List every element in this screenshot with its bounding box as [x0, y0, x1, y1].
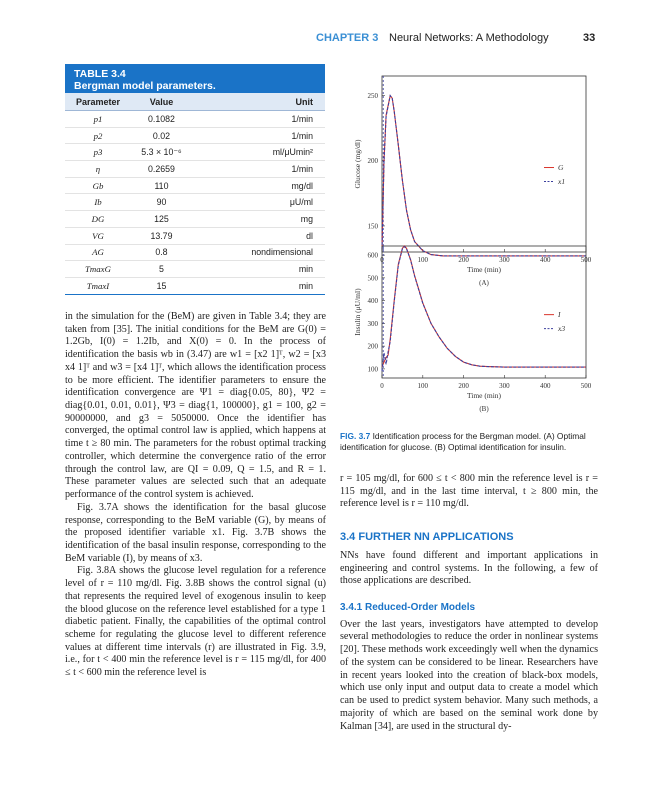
table-cell: dl	[196, 227, 325, 244]
table-cell: Ib	[65, 194, 127, 211]
x-axis-label: Time (min)	[466, 265, 502, 274]
table-cell: p1	[65, 111, 127, 128]
table-cell: min	[196, 277, 325, 294]
x-tick-label: 100	[417, 382, 429, 390]
paragraph: Fig. 3.7A shows the identification for the basal glucose response, corresponding to the BeM variable (G), by means of the proposed identifier variable x1. Fig. 3.7B shows the identification of the basal insulin response, corresponding to the BeM variable (I), by means of x3.	[65, 501, 326, 564]
table-row	[65, 244, 325, 261]
table-cell: mg	[196, 211, 325, 228]
y-tick-label: 250	[367, 92, 378, 101]
x-tick-label: 200	[458, 382, 469, 390]
figure-caption	[340, 431, 598, 452]
paragraph: NNs have found different and important applications in engineering and control systems. In the following, a few of those applications are described.	[340, 549, 598, 587]
page-number: 33	[583, 32, 596, 44]
figure-caption-text: Identification process for the Bergman model. (A) Optimal identification for glucose. (B) Optimal identification for insulin.	[340, 431, 586, 452]
table-row	[65, 277, 325, 294]
paragraph: Fig. 3.8A shows the glucose level regulation for a reference level of r = 110 mg/dl. Fig. 3.8B shows the control signal (u) that represents the required level of exogenous insulin to keep the blood glucose on the reference level established for a type 1 diabetic patient. Finally, the capabilities of the optimal control scheme for regulating the glucose level to different reference values at different time intervals (r) are illustrated in Fig. 3.9, i.e., for t < 400 min the reference level is r = 115 mg/dl, for 400 ≤ t < 600 min the reference level is	[65, 565, 326, 679]
table-cell: 5.3 × 10⁻⁶	[127, 144, 196, 161]
y-tick-label: 300	[367, 319, 378, 328]
figure-label: FIG. 3.7	[340, 431, 371, 441]
table-header-row	[65, 93, 325, 111]
table-cell: 13.79	[127, 227, 196, 244]
column-header: Value	[127, 93, 196, 111]
section-heading: 3.4 FURTHER NN APPLICATIONS	[340, 531, 514, 544]
table-cell: 0.8	[127, 244, 196, 261]
legend-label: G	[558, 163, 564, 173]
table-cell: TmaxG	[65, 261, 127, 278]
table-cell: mg/dl	[196, 177, 325, 194]
table-cell: 90	[127, 194, 196, 211]
table-caption	[65, 64, 325, 93]
parameter-table	[65, 64, 325, 295]
y-tick-label: 100	[367, 365, 378, 374]
subsection-heading: 3.4.1 Reduced-Order Models	[340, 602, 476, 614]
table-cell: p3	[65, 144, 127, 161]
table-cell: 15	[127, 277, 196, 294]
table-row	[65, 177, 325, 194]
series-line-G	[382, 96, 586, 256]
legend-label: I	[558, 310, 561, 320]
table-cell: μU/ml	[196, 194, 325, 211]
table-cell: 1/min	[196, 161, 325, 178]
right-column-text	[340, 473, 598, 733]
series-line-x1	[382, 96, 586, 256]
table-cell: 0.1082	[127, 111, 196, 128]
table-number: TABLE 3.4	[74, 68, 126, 80]
x-tick-label: 500	[580, 382, 592, 390]
x-tick-label: 400	[539, 382, 551, 390]
chart-panel-a	[353, 76, 592, 287]
y-tick-label: 200	[367, 157, 378, 166]
table-row	[65, 161, 325, 178]
table-row	[65, 111, 325, 128]
legend-label: x1	[558, 177, 566, 187]
table-cell: 110	[127, 177, 196, 194]
left-column-text	[65, 311, 326, 680]
table-cell: 1/min	[196, 111, 325, 128]
table-cell: Gb	[65, 177, 127, 194]
table-cell: min	[196, 261, 325, 278]
table-cell: 0.2659	[127, 161, 196, 178]
table-row	[65, 194, 325, 211]
x-tick-label: 0	[380, 256, 384, 264]
table-grid	[65, 93, 325, 295]
panel-label: (A)	[479, 279, 489, 287]
legend-label: x3	[558, 324, 566, 334]
table-cell: VG	[65, 227, 127, 244]
table-row	[65, 127, 325, 144]
x-tick-label: 400	[539, 256, 551, 264]
x-tick-label: 0	[380, 382, 384, 390]
y-tick-label: 200	[367, 342, 378, 351]
x-tick-label: 300	[499, 382, 510, 390]
chapter-label: CHAPTER 3	[316, 32, 379, 44]
y-tick-label: 150	[367, 222, 378, 231]
table-row	[65, 211, 325, 228]
table-cell: nondimensional	[196, 244, 325, 261]
y-axis-label: Glucose (mg/dl)	[353, 139, 362, 189]
table-row	[65, 144, 325, 161]
table-row	[65, 227, 325, 244]
running-header	[0, 32, 648, 48]
x-tick-label: 100	[417, 256, 429, 264]
x-tick-label: 200	[458, 256, 469, 264]
table-cell: 0.02	[127, 127, 196, 144]
plot-frame	[382, 76, 586, 252]
table-row	[65, 261, 325, 278]
figure-3-7	[330, 60, 600, 430]
paragraph: in the simulation for the (BeM) are given in Table 3.4; they are taken from [35]. The initial conditions for the BeM are G(0) = 1.2Gb, I(0) = 1.2Ib, and X(0) = 0. In the process of identification the basis wb in (3.47) are w1 = [x2 1]ᵀ, w2 = [x3 x4 1]ᵀ and w3 = [x4 1]ᵀ, which allows the identification process to be more efficient. The identifier parameters to ensure the identification convergence are Ψ1 = diag{0.05, 80}, Ψ2 = diag{0.01, 0.01, 0.01}, Ψ3 = diag{1, 100000}, g1 = 100, g2 = 90000000, and g3 = 5050000. Once the identifier has converged, the optimal control law is applied, which happens at time t ≥ 80 min. The parameters for the robust optimal tracking controller, which determine the convergence ratio of the error through the control law, are QI = 0.09, Q = 1.5, and R = 1. These parameter values are selected such that an adequate performance of the control system is achieved.	[65, 311, 326, 501]
y-tick-label: 500	[367, 274, 378, 283]
table-cell: DG	[65, 211, 127, 228]
table-cell: η	[65, 161, 127, 178]
panel-label: (B)	[479, 405, 489, 413]
paragraph: Over the last years, investigators have attempted to develop several methodologies to reduce the order in nonlinear systems [20]. These methods work exceedingly well when the dynamics of the system can be considered to be linear. Researchers have in recent years looked into the creation of black-box models, which use only input and output data to create a model which can be used to predict system behavior. Many such methods, a majority of which are based on the seminal work done by Kalman [34], are used in the structural dy-	[340, 618, 598, 732]
table-title: Bergman model parameters.	[74, 80, 216, 92]
x-tick-label: 500	[580, 256, 592, 264]
table-cell: AG	[65, 244, 127, 261]
y-axis-label: Insulin (μU/ml)	[353, 288, 362, 336]
x-tick-label: 300	[499, 256, 510, 264]
x-axis-label: Time (min)	[466, 391, 502, 400]
y-tick-label: 600	[367, 251, 378, 260]
table-cell: ml/μUmin²	[196, 144, 325, 161]
table-cell: p2	[65, 127, 127, 144]
paragraph: r = 105 mg/dl, for 600 ≤ t < 800 min the reference level is r = 115 mg/dl, and in the last time interval, t ≥ 800 min, the reference level is r = 110 mg/dl.	[340, 473, 598, 510]
table-cell: 125	[127, 211, 196, 228]
chapter-title: Neural Networks: A Methodology	[389, 32, 549, 44]
column-header: Parameter	[65, 93, 127, 111]
y-tick-label: 400	[367, 297, 378, 306]
table-cell: TmaxI	[65, 277, 127, 294]
column-header: Unit	[196, 93, 325, 111]
table-cell: 1/min	[196, 127, 325, 144]
table-cell: 5	[127, 261, 196, 278]
